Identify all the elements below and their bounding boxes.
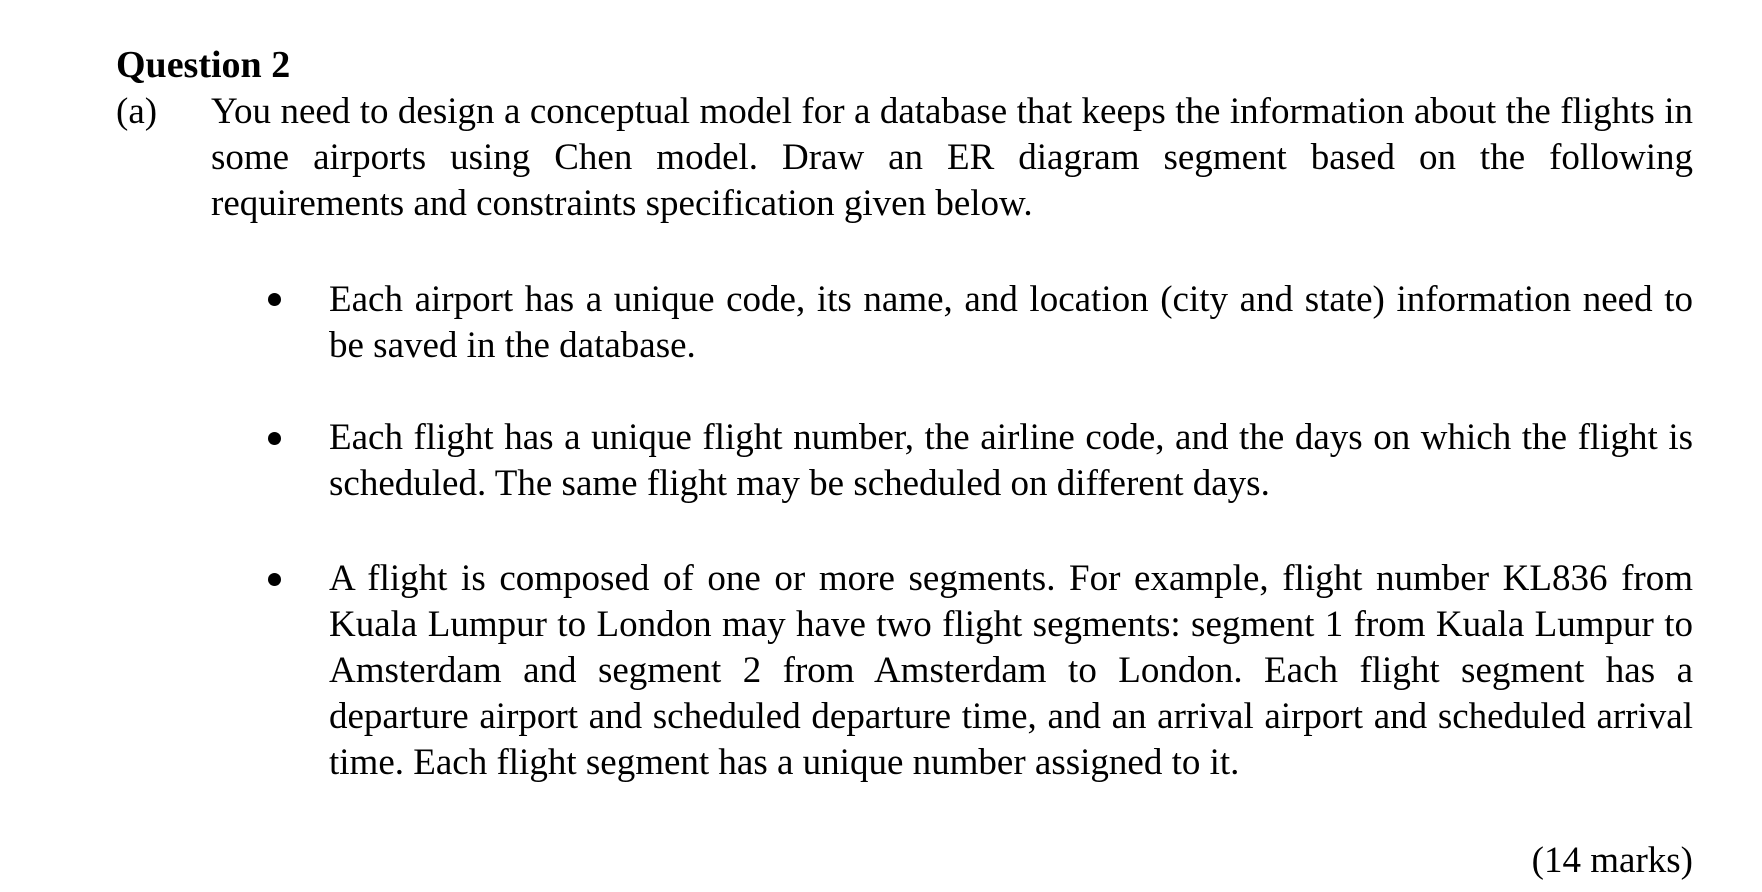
requirement-flight: Each flight has a unique flight number, the airline code, and the days on which the flight is scheduled. The same flight may be scheduled on different days.: [329, 417, 1693, 504]
requirement-segment: A flight is composed of one or more segments. For example, flight number KL836 from Kuala Lumpur to London may have two flight segments: segment 1 from Kuala Lumpur to Amsterdam and segment 2 from Amsterdam to London. Each flight segment has a departure airport and scheduled departure time, and an arrival airport and scheduled arrival time. Each flight segment has a unique number assigned to it.: [329, 558, 1693, 783]
question-heading: Question 2: [116, 44, 291, 86]
marks-allocation: (14 marks): [1531, 840, 1693, 881]
bullet-point-3: [268, 573, 281, 586]
part-label: (a): [116, 91, 158, 132]
requirement-airport: Each airport has a unique code, its name, and location (city and state) information need to be saved in the database.: [329, 279, 1693, 366]
bullet-point-1: [268, 293, 281, 306]
question-intro: You need to design a conceptual model for a database that keeps the information about the flights in some airports using Chen model. Draw an ER diagram segment based on the following requirements and constraints specification given below.: [211, 91, 1693, 224]
bullet-point-2: [268, 432, 281, 445]
